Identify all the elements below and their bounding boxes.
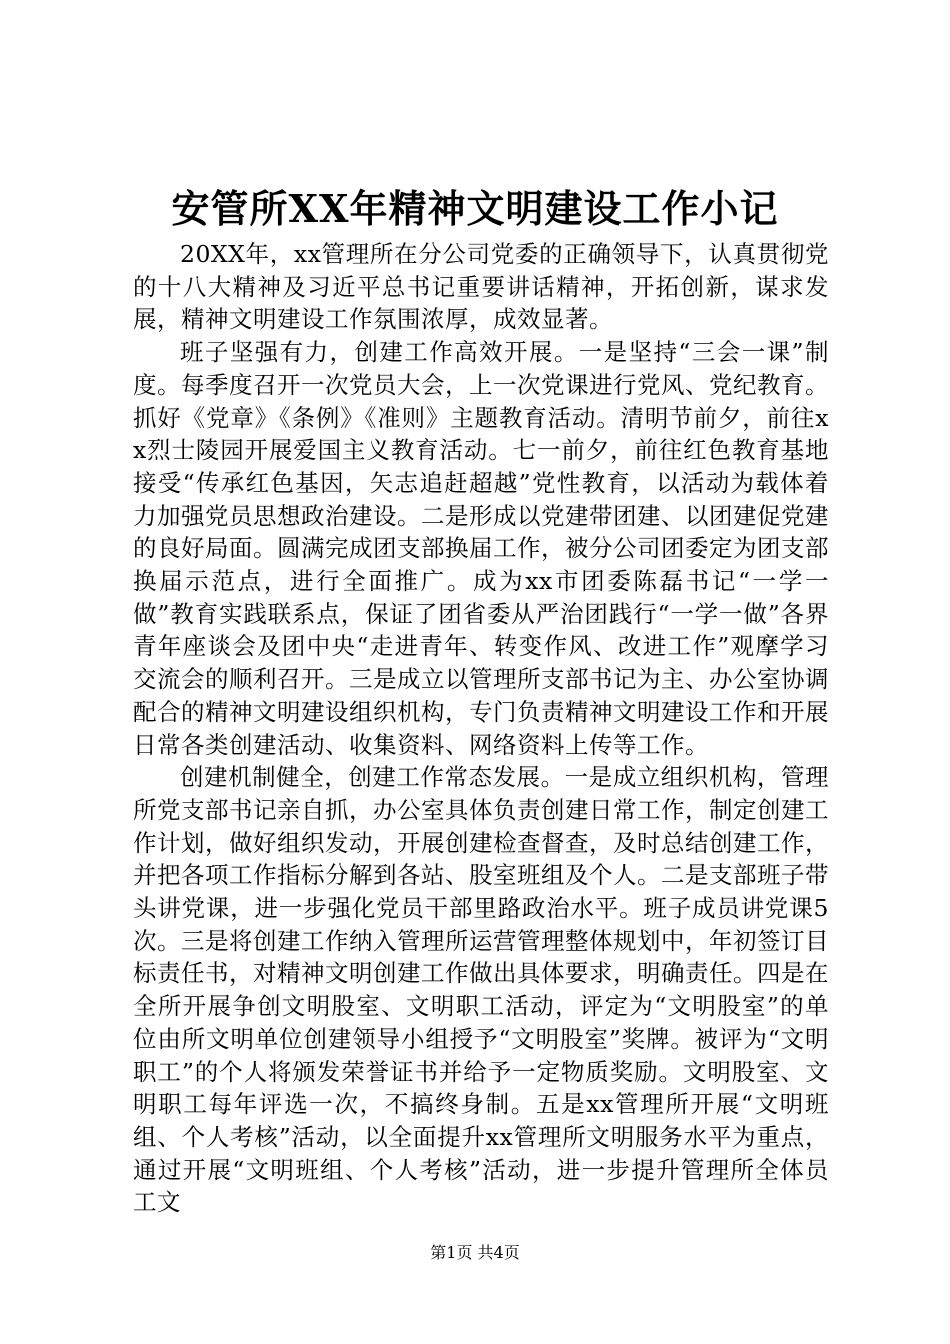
paragraph-intro: 20XX年，xx管理所在分公司党委的正确领导下，认真贯彻党的十八大精神及习近平总书记重要讲话精神，开拓创新，谋求发展，精神文明建设工作氛围浓厚，成效显著。: [133, 240, 829, 334]
paragraph-leadership: 班子坚强有力，创建工作高效开展。一是坚持“三会一课”制度。每季度召开一次党员大会，上一次党课进行党风、党纪教育。抓好《党章》《条例》《准则》主题教育活动。清明节前夕，前往xx烈士陵园开展爱国主义教育活动。七一前夕，前往红色教育基地接受“传承红色基因，矢志追赶超越”党性教育，以活动为载体着力加强党员思想政治建设。二是形成以党建带团建、以团建促党建的良好局面。圆满完成团支部换届工作，被分公司团委定为团支部换届示范点，进行全面推广。成为xx市团委陈磊书记“一学一做”教育实践联系点，保证了团省委从严治团践行“一学一做”各界青年座谈会及团中央“走进青年、转变作风、改进工作”观摩学习交流会的顺利召开。三是成立以管理所支部书记为主、办公室协调配合的精神文明建设组织机构，专门负责精神文明建设工作和开展日常各类创建活动、收集资料、网络资料上传等工作。: [133, 338, 829, 759]
document-body: [133, 238, 829, 1217]
page-footer: 第1页 共4页: [430, 1243, 520, 1262]
paragraph-mechanism: 创建机制健全，创建工作常态发展。一是成立组织机构，管理所党支部书记亲自抓，办公室具体负责创建日常工作，制定创建工作计划，做好组织发动，开展创建检查督查，及时总结创建工作，并把各项工作指标分解到各站、股室班组及个人。二是支部班子带头讲党课，进一步强化党员干部里路政治水平。班子成员讲党课5次。三是将创建工作纳入管理所运营管理整体规划中，年初签订目标责任书，对精神文明创建工作做出具体要求，明确责任。四是在全所开展争创文明股室、文明职工活动，评定为“文明股室”的单位由所文明单位创建领导小组授予“文明股室”奖牌。被评为“文明职工”的个人将颁发荣誉证书并给予一定物质奖励。文明股室、文明职工每年评选一次，不搞终身制。五是xx管理所开展“文明班组、个人考核”活动，以全面提升xx管理所文明服务水平为重点，通过开展“文明班组、个人考核”活动，进一步提升管理所全体员工文: [133, 763, 829, 1217]
document-title: 安管所XX年精神文明建设工作小记: [171, 186, 779, 231]
